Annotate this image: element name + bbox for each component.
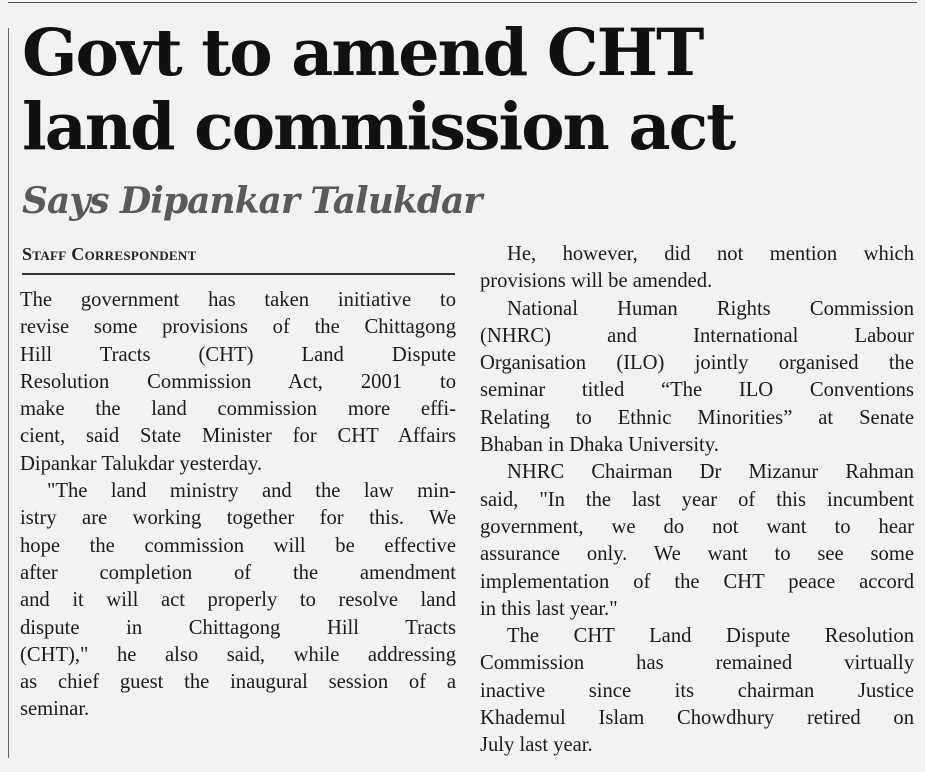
article-text-line: He, however, did not mention which bbox=[507, 243, 914, 265]
article-text-line: seminar. bbox=[20, 698, 90, 721]
article-text-line: implementation of the CHT peace accord bbox=[480, 570, 914, 593]
article-column-right bbox=[480, 241, 914, 760]
headline bbox=[22, 16, 734, 164]
article-text-line: NHRC Chairman Dr Mizanur Rahman bbox=[507, 461, 914, 484]
subheadline: Says Dipankar Talukdar bbox=[22, 180, 482, 222]
article-text-line: inactive since its chairman Justice bbox=[480, 679, 914, 702]
article-text-line: after completion of the amendment bbox=[20, 561, 456, 584]
article-text-line: Bhaban in Dhaka University. bbox=[480, 434, 719, 457]
article-text-line: revise some provisions of the Chittagong bbox=[20, 316, 456, 339]
article-text-line: as chief guest the inaugural session of a bbox=[20, 671, 456, 694]
article-text-line: and it will act properly to resolve land bbox=[20, 589, 456, 612]
article-text-line: July last year. bbox=[480, 734, 593, 757]
article-text-line: cient, said State Minister for CHT Affairs bbox=[20, 425, 456, 448]
article-text-line: Commission has remained virtually bbox=[480, 652, 914, 675]
article-text-line: National Human Rights Commission bbox=[507, 297, 914, 320]
article-text-line: (CHT)," he also said, while addressing bbox=[20, 643, 456, 666]
article-column-left bbox=[20, 287, 456, 724]
headline-line: land commission act bbox=[22, 89, 735, 165]
article-text-line: The CHT Land Dispute Resolution bbox=[507, 625, 914, 648]
article-text-line: Resolution Commission Act, 2001 to bbox=[20, 370, 456, 393]
article-text-line: in this last year." bbox=[480, 597, 618, 620]
headline-line: Govt to amend CHT bbox=[22, 15, 703, 91]
article-text-line: Relating to Ethnic Minorities” at Senate bbox=[480, 406, 914, 429]
article-text-line: istry are working together for this. We bbox=[20, 507, 456, 530]
article-text-line: seminar titled “The ILO Conventions bbox=[480, 379, 914, 402]
article-text-line: government, we do not want to hear bbox=[480, 515, 914, 538]
byline: Staff Correspondent bbox=[22, 244, 197, 264]
byline-rule bbox=[22, 273, 455, 275]
top-rule bbox=[8, 2, 917, 3]
article-text-line: The government has taken initiative to bbox=[20, 289, 456, 311]
article-text-line: provisions will be amended. bbox=[480, 270, 713, 293]
article-text-line: said, "In the last year of this incumbent bbox=[480, 488, 914, 511]
article-text-line: Dipankar Talukdar yesterday. bbox=[20, 452, 263, 475]
article-text-line: assurance only. We want to see some bbox=[480, 543, 914, 566]
left-column-rule bbox=[8, 28, 9, 758]
article-text-line: Hill Tracts (CHT) Land Dispute bbox=[20, 343, 456, 366]
article-text-line: Organisation (ILO) jointly organised the bbox=[480, 352, 914, 375]
article-text-line: (NHRC) and International Labour bbox=[480, 324, 914, 347]
article-text-line: "The land ministry and the law min- bbox=[47, 480, 456, 503]
article-text-line: hope the commission will be effective bbox=[20, 534, 456, 557]
article-text-line: dispute in Chittagong Hill Tracts bbox=[20, 616, 456, 639]
article-text-line: Khademul Islam Chowdhury retired on bbox=[480, 707, 914, 730]
article-text-line: make the land commission more effi- bbox=[20, 398, 456, 421]
